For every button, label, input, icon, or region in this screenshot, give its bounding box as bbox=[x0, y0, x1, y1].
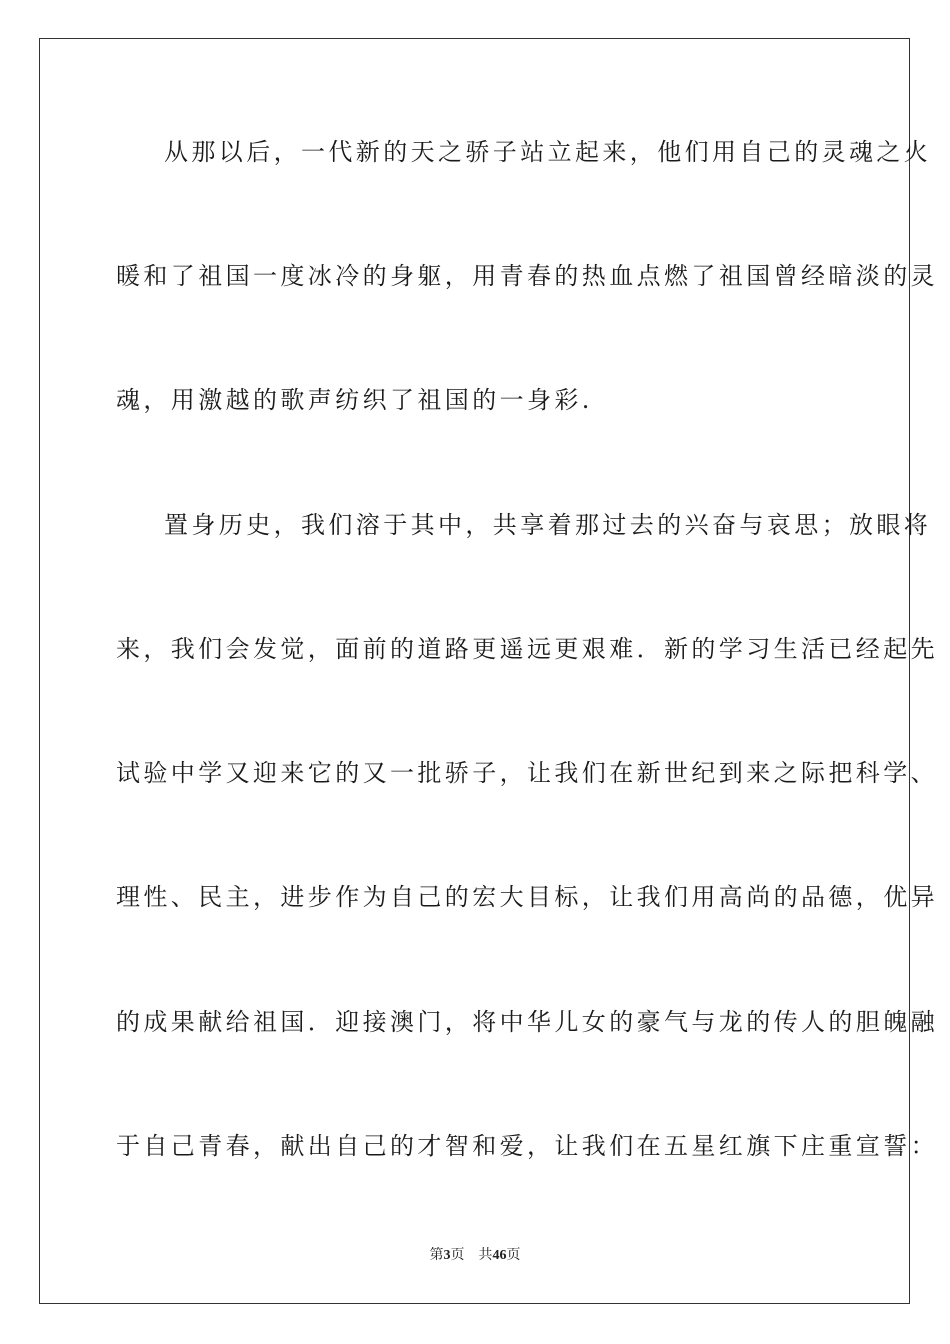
footer-page-prefix: 第 bbox=[429, 1248, 444, 1263]
body-line-8: 的成果献给祖国．迎接澳门，将中华儿女的豪气与龙的传人的胆魄融 bbox=[116, 1008, 938, 1036]
body-line-6: 试验中学又迎来它的又一批骄子，让我们在新世纪到来之际把科学、 bbox=[116, 759, 938, 787]
body-line-1: 从那以后，一代新的天之骄子站立起来，他们用自己的灵魂之火 bbox=[164, 138, 932, 166]
body-line-3: 魂，用激越的歌声纺织了祖国的一身彩. bbox=[116, 386, 593, 414]
body-line-9: 于自己青春，献出自己的才智和爱，让我们在五星红旗下庄重宣誓： bbox=[116, 1132, 938, 1160]
body-line-5: 来，我们会发觉，面前的道路更遥远更艰难．新的学习生活已经起先 bbox=[116, 635, 938, 663]
body-line-7: 理性、民主，进步作为自己的宏大目标，让我们用高尚的品德，优异 bbox=[116, 883, 938, 911]
footer-total-prefix: 共 bbox=[478, 1248, 493, 1263]
footer-page-number: 3 bbox=[443, 1248, 451, 1263]
page-border bbox=[39, 38, 938, 1304]
page-footer bbox=[0, 1247, 950, 1265]
body-line-2: 暖和了祖国一度冰冷的身躯，用青春的热血点燃了祖国曾经暗淡的灵 bbox=[116, 262, 938, 290]
footer-page-suffix: 页 bbox=[450, 1248, 465, 1263]
footer-total-suffix: 页 bbox=[506, 1248, 521, 1263]
body-line-4: 置身历史，我们溶于其中，共享着那过去的兴奋与哀思；放眼将 bbox=[164, 511, 932, 539]
footer-total-pages: 46 bbox=[492, 1248, 507, 1263]
